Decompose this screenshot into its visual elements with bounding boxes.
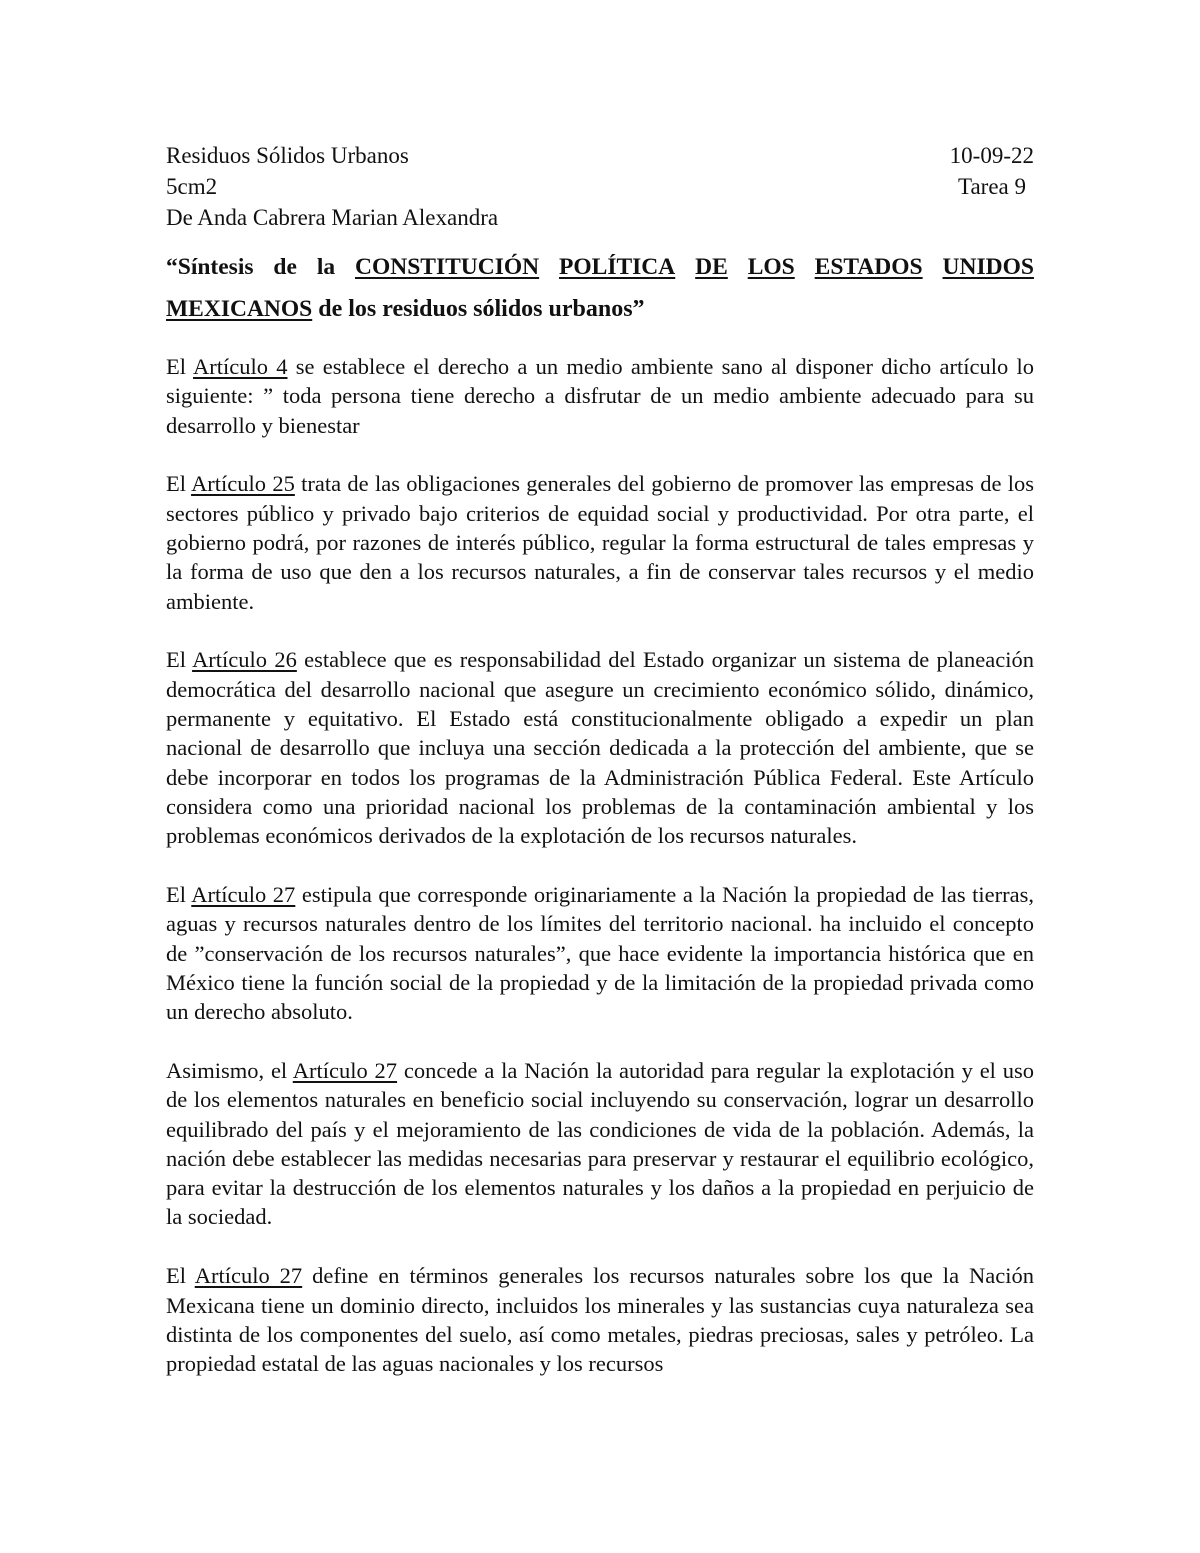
paragraph-text: se establece el derecho a un medio ambiente sano al disponer dicho artículo lo siguiente: ” toda persona tiene derecho a disfrutar de un medio ambiente adecuado para su desarrollo y bienestar [166,354,1034,438]
paragraph-article-27-a [166,880,1034,1026]
paragraph-article-27-b [166,1056,1034,1232]
paragraph-article-4 [166,352,1034,440]
article-reference: Artículo 27 [292,1057,398,1083]
article-reference: Artículo 25 [191,471,295,497]
paragraph-prefix: El [166,471,192,497]
paragraph-prefix: El [166,881,192,907]
title-underlined-word: LOS [747,254,795,280]
paragraph-article-26 [166,645,1034,850]
article-reference: Artículo 4 [193,354,288,379]
paragraph-prefix: El [166,1263,195,1289]
paragraph-prefix: Asimismo, el [166,1057,293,1083]
paragraph-article-27-c [166,1261,1034,1378]
paragraph-article-25 [166,469,1034,615]
document-title [166,246,1034,330]
paragraph-prefix: El [166,647,193,673]
document-body [166,352,1034,1408]
header-row-3 [166,202,1034,233]
title-underlined-word: ESTADOS [814,254,923,280]
title-underlined-word: POLÍTICA [559,254,676,280]
title-word: la [316,254,336,280]
title-underlined-word: UNIDOS [942,254,1034,280]
title-word: de [273,254,297,280]
header-row-2 [166,171,1034,202]
header-row-1 [166,140,1034,171]
title-word: “Síntesis [166,254,254,280]
document-header [166,140,1034,233]
title-underlined-word: CONSTITUCIÓN [355,254,540,280]
title-underlined-word: DE [695,254,728,280]
group-code: 5cm2 [166,174,218,199]
title-line-2 [166,288,1034,330]
course-name: Residuos Sólidos Urbanos [166,143,409,168]
article-reference: Artículo 27 [194,1263,303,1289]
author-name: De Anda Cabrera Marian Alexandra [166,205,499,230]
paragraph-text: concede a la Nación la autoridad para regular la explotación y el uso de los elementos naturales en beneficio social incluyendo su conservación, lograr un desarrollo equilibrado del país y el mejoramiento de las condiciones de vida de la población. Además, la nación debe establecer las medidas necesarias para preservar y restaurar el equilibrio ecológico, para evitar la destrucción de los elementos naturales y los daños a la propiedad en perjuicio de la sociedad. [166,1057,1034,1230]
title-line-1 [166,246,1034,288]
title-underlined-word: MEXICANOS [166,296,313,322]
assignment-label: Tarea 9 [958,174,1026,199]
paragraph-text: estipula que corresponde originariamente a la Nación la propiedad de las tierras, aguas y recursos naturales dentro de los límites del territorio nacional. ha incluido el concepto de ”conservación de los recursos naturales”, que hace evidente la importancia histórica que en México tiene la función social de la propiedad y de la limitación de la propiedad privada como un derecho absoluto. [166,881,1034,1025]
document-date: 10-09-22 [949,143,1034,168]
paragraph-text: trata de las obligaciones generales del gobierno de promover las empresas de los sectores público y privado bajo criterios de equidad social y productividad. Por otra parte, el gobierno podrá, por razones de interés público, regular la forma estructural de tales empresas y la forma de uso que den a los recursos naturales, a fin de conservar tales recursos y el medio ambiente. [166,471,1035,614]
article-reference: Artículo 27 [191,881,296,907]
title-rest: de los residuos sólidos urbanos” [312,296,645,322]
paragraph-text: establece que es responsabilidad del Estado organizar un sistema de planeación democrática del desarrollo nacional que asegure un crecimiento económico sólido, dinámico, permanente y equitativo. El Estado está constitucionalmente obligado a expedir un plan nacional de desarrollo que incluya una sección dedicada a la protección del ambiente, que se debe incorporar en todos los programas de la Administración Pública Federal. Este Artículo considera como una prioridad nacional los problemas de la contaminación ambiental y los problemas económicos derivados de la explotación de los recursos naturales. [166,647,1034,849]
article-reference: Artículo 26 [192,647,297,673]
paragraph-prefix: El [166,354,194,379]
paragraph-text: define en términos generales los recursos naturales sobre los que la Nación Mexicana tiene un dominio directo, incluidos los minerales y las sustancias cuya naturaleza sea distinta de los componentes del suelo, así como metales, piedras preciosas, sales y petróleo. La propiedad estatal de las aguas nacionales y los recursos [166,1263,1034,1377]
